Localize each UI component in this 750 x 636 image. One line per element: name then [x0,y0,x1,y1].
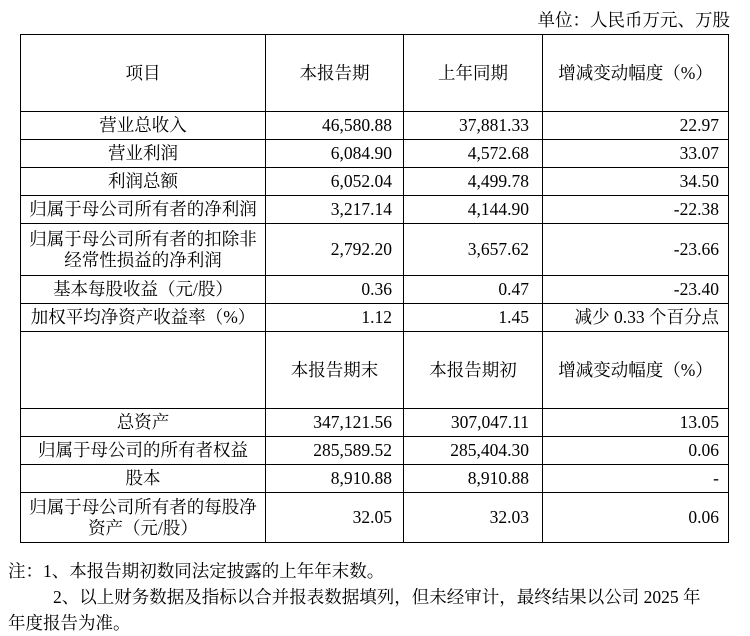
row-total-assets [21,409,729,437]
cell-change: 0.06 [543,437,729,465]
footnote-2: 2、以上财务数据及指标以合并报表数据填列，但未经审计，最终结果以公司 2025 年 [53,587,701,607]
cell-prior: 285,404.30 [404,437,543,465]
cell-current: 2,792.20 [266,224,404,276]
row-weighted-avg-roe [21,304,729,332]
row-equity-attributable [21,437,729,465]
cell-change: -23.40 [543,276,729,304]
cell-change: - [543,465,729,493]
header-prior: 上年同期 [404,35,543,112]
balance-header-row [21,332,729,409]
cell-item: 加权平均净资产收益率（%） [21,304,266,332]
cell-change: 34.50 [543,168,729,196]
cell-item: 基本每股收益（元/股） [21,276,266,304]
footnotes [8,558,744,636]
row-operating-revenue [21,112,729,140]
header-change-balance: 增减变动幅度（%） [543,332,729,409]
cell-prior: 307,047.11 [404,409,543,437]
cell-prior: 8,910.88 [404,465,543,493]
footnote-1: 注：1、本报告期初数同法定披露的上年年末数。 [8,561,385,581]
cell-item: 归属于母公司的所有者权益 [21,437,266,465]
row-share-capital [21,465,729,493]
cell-change: -22.38 [543,196,729,224]
cell-prior: 3,657.62 [404,224,543,276]
row-net-profit-attributable [21,196,729,224]
cell-prior: 4,499.78 [404,168,543,196]
cell-current: 8,910.88 [266,465,404,493]
cell-item: 利润总额 [21,168,266,196]
cell-current: 1.12 [266,304,404,332]
footnote-2-continuation: 年度报告为准。 [8,613,131,633]
row-operating-profit [21,140,729,168]
cell-item: 股本 [21,465,266,493]
cell-item: 营业总收入 [21,112,266,140]
row-net-assets-per-share [21,493,729,543]
unit-label: 单位：人民币万元、万股 [537,10,730,30]
cell-current: 6,084.90 [266,140,404,168]
cell-current: 6,052.04 [266,168,404,196]
cell-change: -23.66 [543,224,729,276]
financial-summary-table [20,34,729,543]
cell-item: 总资产 [21,409,266,437]
cell-current: 347,121.56 [266,409,404,437]
row-net-profit-excl-nonrecurring [21,224,729,276]
cell-current: 285,589.52 [266,437,404,465]
cell-prior: 32.03 [404,493,543,543]
cell-current: 46,580.88 [266,112,404,140]
row-basic-eps [21,276,729,304]
cell-change: 33.07 [543,140,729,168]
cell-prior: 4,144.90 [404,196,543,224]
cell-item: 归属于母公司所有者的每股净资产（元/股） [21,493,266,543]
row-total-profit [21,168,729,196]
cell-current: 0.36 [266,276,404,304]
period-header-row [21,35,729,112]
header-period-end: 本报告期末 [266,332,404,409]
cell-prior: 4,572.68 [404,140,543,168]
cell-change: 13.05 [543,409,729,437]
header-change: 增减变动幅度（%） [543,35,729,112]
header-item-empty [21,332,266,409]
cell-item: 归属于母公司所有者的净利润 [21,196,266,224]
header-current: 本报告期 [266,35,404,112]
cell-item: 归属于母公司所有者的扣除非经常性损益的净利润 [21,224,266,276]
cell-prior: 1.45 [404,304,543,332]
cell-item: 营业利润 [21,140,266,168]
cell-current: 32.05 [266,493,404,543]
cell-current: 3,217.14 [266,196,404,224]
cell-change: 22.97 [543,112,729,140]
header-period-begin: 本报告期初 [404,332,543,409]
cell-prior: 0.47 [404,276,543,304]
cell-change: 减少 0.33 个百分点 [543,304,729,332]
cell-prior: 37,881.33 [404,112,543,140]
header-item: 项目 [21,35,266,112]
cell-change: 0.06 [543,493,729,543]
